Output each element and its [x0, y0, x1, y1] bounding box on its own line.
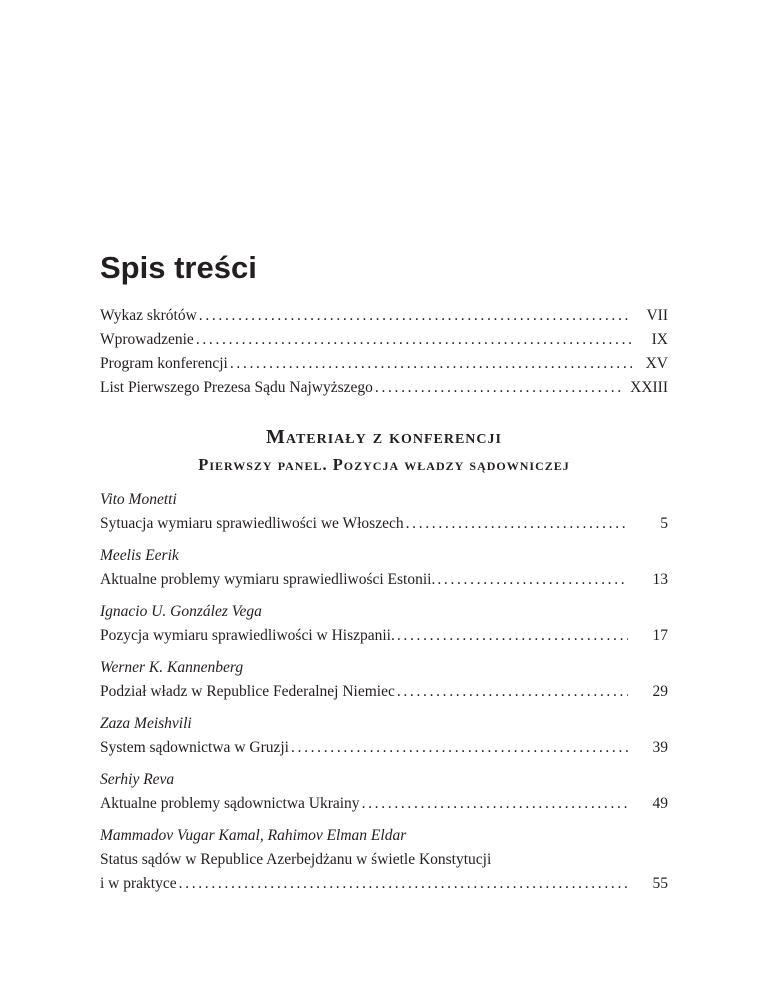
- section-subheading: Pierwszy panel. Pozycja władzy sądowniczej: [198, 455, 570, 474]
- dot-leader: [397, 680, 628, 704]
- toc-entry-label: i w praktyce: [100, 875, 177, 892]
- dot-leader: [437, 568, 628, 592]
- toc-entry-label: System sądownictwa w Gruzji: [100, 739, 289, 756]
- page-title: Spis treści: [100, 250, 257, 285]
- toc-entry-label: Pozycja wymiaru sprawiedliwości w Hiszpanii.: [100, 627, 395, 644]
- toc-entry-label: Wykaz skrótów: [100, 307, 197, 324]
- entry-author: Zaza Meishvili: [100, 715, 192, 732]
- toc-entry-label: List Pierwszego Prezesa Sądu Najwyższego: [100, 379, 373, 396]
- toc-entry-mammadov-rahimov[interactable]: [100, 872, 668, 896]
- toc-entry-reva[interactable]: [100, 792, 668, 816]
- dot-leader: [291, 736, 628, 760]
- entry-author: Mammadov Vugar Kamal, Rahimov Elman Eldar: [100, 827, 407, 844]
- toc-page-number: 55: [652, 875, 668, 892]
- toc-entry-label: Aktualne problemy wymiaru sprawiedliwości Estonii.: [100, 571, 436, 588]
- toc-entry-label: Program konferencji: [100, 355, 228, 372]
- toc-page: [100, 0, 668, 994]
- entry-author: Meelis Eerik: [100, 547, 179, 564]
- entry-author: Serhiy Reva: [100, 771, 175, 788]
- dot-leader: [199, 304, 632, 328]
- toc-page-number: XXIII: [630, 379, 668, 396]
- entry-author: Werner K. Kannenberg: [100, 659, 244, 676]
- toc-entry-wykaz-skrotow[interactable]: [100, 304, 668, 328]
- dot-leader: [406, 512, 628, 536]
- toc-entry-list-prezesa[interactable]: [100, 376, 668, 400]
- toc-page-number: VII: [646, 307, 668, 324]
- dot-leader: [230, 352, 632, 376]
- toc-page-number: 39: [652, 739, 668, 756]
- dot-leader: [179, 872, 628, 896]
- toc-page-number: IX: [651, 331, 668, 348]
- toc-entry-gonzalez-vega[interactable]: [100, 624, 668, 648]
- toc-entry-label: Podział władz w Republice Federalnej Niemiec: [100, 683, 395, 700]
- toc-entry-meishvili[interactable]: [100, 736, 668, 760]
- toc-page-number: 13: [652, 571, 668, 588]
- toc-page-number: XV: [645, 355, 668, 372]
- toc-entry-label: Wprowadzenie: [100, 331, 194, 348]
- entry-author: Ignacio U. González Vega: [100, 603, 262, 620]
- section-heading: Materiały z konferencji: [266, 426, 502, 448]
- toc-entry-label: Sytuacja wymiaru sprawiedliwości we Włoszech: [100, 515, 404, 532]
- toc-entry-wprowadzenie[interactable]: [100, 328, 668, 352]
- dot-leader: [196, 328, 632, 352]
- toc-entry-eerik[interactable]: [100, 568, 668, 592]
- dot-leader: [397, 624, 628, 648]
- toc-entry-monetti[interactable]: [100, 512, 668, 536]
- dot-leader: [375, 376, 624, 400]
- toc-page-number: 5: [660, 515, 668, 532]
- toc-entry-label: Aktualne problemy sądownictwa Ukrainy: [100, 795, 360, 812]
- toc-page-number: 17: [652, 627, 668, 644]
- dot-leader: [362, 792, 628, 816]
- toc-page-number: 49: [652, 795, 668, 812]
- toc-entry-kannenberg[interactable]: [100, 680, 668, 704]
- toc-entry-label-line1: Status sądów w Republice Azerbejdżanu w świetle Konstytucji: [100, 851, 492, 868]
- toc-entry-program-konferencji[interactable]: [100, 352, 668, 376]
- toc-page-number: 29: [652, 683, 668, 700]
- entry-author: Vito Monetti: [100, 491, 177, 508]
